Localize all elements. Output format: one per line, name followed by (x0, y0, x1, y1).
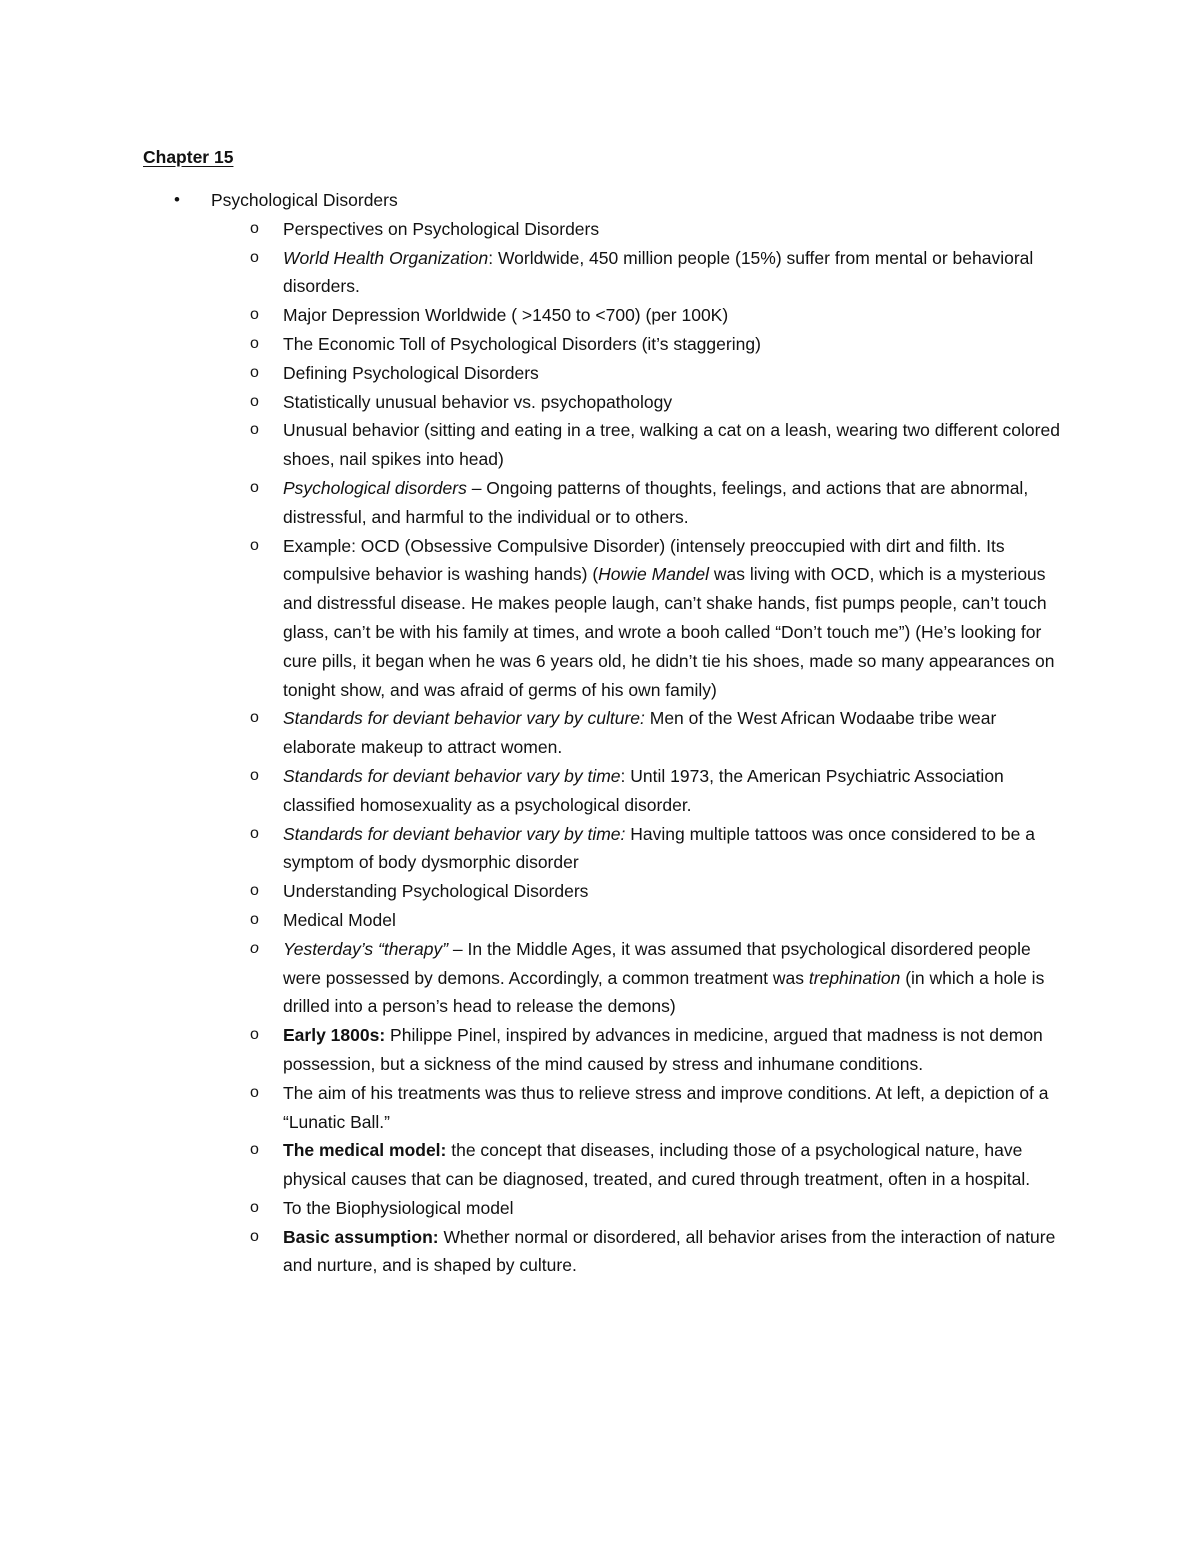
circle-bullet-icon: o (250, 334, 259, 352)
list-item-text: Perspectives on Psychological Disorders (283, 218, 600, 239)
circle-bullet-icon: o (250, 421, 259, 439)
circle-bullet-icon: o (250, 939, 259, 957)
list-item (0, 1079, 1063, 1137)
list-item-text: – Ongoing patterns of thoughts, feelings, and actions that are abnormal, distressful, and harmful to the individual or to others. (283, 477, 1029, 527)
italic-text: Standards for deviant behavior vary by time (283, 765, 621, 786)
list-item-text: The aim of his treatments was thus to relieve stress and improve conditions. At left, a depiction of a “Lunatic Ball.” (283, 1082, 1049, 1132)
list-item (0, 215, 1063, 244)
list-item (0, 820, 1063, 878)
list-item-text: (in which a hole is drilled into a person’s head to release the demons) (283, 967, 1045, 1017)
list-item (0, 532, 1063, 705)
circle-bullet-icon: o (250, 1227, 259, 1245)
circle-bullet-icon: o (250, 1198, 259, 1216)
list-item (0, 244, 1063, 302)
list-item-text: Understanding Psychological Disorders (283, 881, 589, 902)
list-item-text: The Economic Toll of Psychological Disorders (it’s staggering) (283, 333, 761, 354)
list-item-text: Philippe Pinel, inspired by advances in medicine, argued that madness is not demon possession, but a sickness of the mind caused by stress and inhumane conditions. (283, 1025, 1043, 1074)
circle-bullet-icon: o (250, 882, 259, 900)
circle-bullet-icon: o (250, 478, 259, 496)
list-item (0, 1223, 1063, 1281)
list-item-text: Having multiple tattoos was once considered to be a symptom of body dysmorphic disorder (283, 823, 1035, 873)
list-item-text: the concept that diseases, including those of a psychological nature, have physical causes that can be diagnosed, treated, and cured through treatment, often in a hospital. (283, 1140, 1031, 1190)
circle-bullet-icon: o (250, 363, 259, 381)
list-item (0, 762, 1063, 820)
bold-text: The medical model: (283, 1140, 447, 1161)
circle-bullet-icon: o (250, 219, 259, 237)
circle-bullet-icon: o (250, 824, 259, 842)
list-item-text: Example: OCD (Obsessive Compulsive Disorder) (intensely preoccupied with dirt and filth. Its compulsive behavior is washing hands) ( (283, 535, 1005, 585)
list-item (0, 877, 1063, 906)
list-item (0, 416, 1063, 474)
list-item-text: Defining Psychological Disorders (283, 362, 539, 383)
list-item-text: was living with OCD, which is a mysterious and distressful disease. He makes people laugh, can’t shake hands, fist pumps people, can’t touch glass, can’t be with his family at times, and wrote a booh called “Don’t touch me”) (He’s looking for cure pills, it began when he was 6 years old, he didn’t tie his shoes, made so many appearances on tonight show, and was afraid of germs of his own family) (283, 564, 1055, 700)
section-psychological-disorders (0, 186, 1200, 1280)
circle-bullet-icon: o (250, 910, 259, 928)
list-item (0, 935, 1063, 1021)
list-item-text: – In the Middle Ages, it was assumed that psychological disordered people were possessed by demons. Accordingly, a common treatment was (283, 938, 1031, 988)
italic-text: Yesterday’s “therapy” (283, 938, 449, 959)
italic-text: Psychological disorders (283, 477, 467, 498)
circle-bullet-icon: o (250, 306, 259, 324)
list-item-text: : Worldwide, 450 million people (15%) suffer from mental or behavioral disorders. (283, 247, 1034, 297)
italic-text: World Health Organization (283, 247, 489, 268)
list-item (0, 388, 1063, 417)
list-item (0, 301, 1063, 330)
circle-bullet-icon: o (250, 392, 259, 410)
list-item-text: To the Biophysiological model (283, 1197, 514, 1218)
list-item (0, 359, 1063, 388)
circle-bullet-icon: o (250, 709, 259, 727)
list-item-text: Statistically unusual behavior vs. psychopathology (283, 391, 673, 412)
circle-bullet-icon: o (250, 536, 259, 554)
list-item-text: Whether normal or disordered, all behavior arises from the interaction of nature and nurture, and is shaped by culture. (283, 1226, 1056, 1276)
italic-text: Standards for deviant behavior vary by culture: (283, 708, 645, 729)
list-item-text: Major Depression Worldwide ( >1450 to <700) (per 100K) (283, 305, 729, 326)
bullet-icon: • (174, 190, 180, 209)
circle-bullet-icon: o (250, 1026, 259, 1044)
section-heading (0, 186, 1200, 215)
circle-bullet-icon: o (250, 248, 259, 266)
chapter-title: Chapter 15 (143, 147, 234, 167)
list-item (0, 474, 1063, 532)
list-item (0, 1021, 1063, 1079)
list-item-text: Unusual behavior (sitting and eating in a tree, walking a cat on a leash, wearing two different colored shoes, nail spikes into head) (283, 420, 1060, 470)
list-item (0, 1136, 1063, 1194)
list-item-text: Men of the West African Wodaabe tribe wear elaborate makeup to attract women. (283, 708, 997, 758)
circle-bullet-icon: o (250, 1083, 259, 1101)
list-item (0, 906, 1063, 935)
sub-bullet-list (0, 215, 1200, 1280)
circle-bullet-icon: o (250, 766, 259, 784)
list-item (0, 330, 1063, 359)
italic-text: trephination (808, 967, 901, 988)
italic-text: Standards for deviant behavior vary by time: (283, 823, 626, 844)
bold-text: Early 1800s: (283, 1025, 386, 1046)
list-item (0, 1194, 1063, 1223)
bold-text: Basic assumption: (283, 1226, 439, 1247)
list-item (0, 704, 1063, 762)
list-item-text: : Until 1973, the American Psychiatric Association classified homosexuality as a psychological disorder. (283, 765, 1004, 815)
list-item-text: Medical Model (283, 909, 396, 930)
circle-bullet-icon: o (250, 1141, 259, 1159)
italic-text: Howie Mandel (598, 564, 710, 585)
section-label: Psychological Disorders (211, 190, 398, 210)
